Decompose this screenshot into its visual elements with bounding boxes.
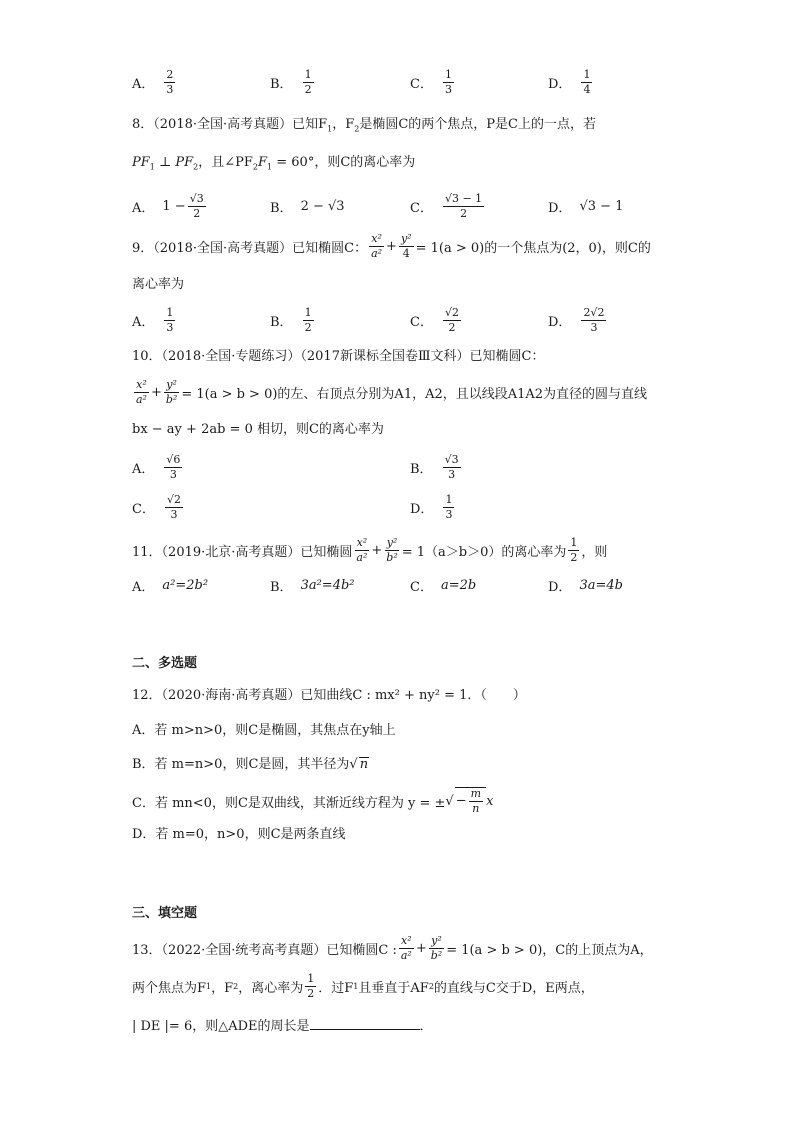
fraction: $\frac{√6}{3}$ (166, 452, 181, 481)
fraction: $\frac{√3 - 1}{2}$ (444, 191, 483, 220)
fraction: $\frac{1}{3}$ (444, 67, 452, 96)
q12-option-b: B．若 m=n>0，则C是圆，其半径为√ n (132, 757, 369, 772)
fraction: $\frac{\text{x²}}{\text{a²}}$ (356, 535, 368, 564)
q10-option-a: A． $\frac{√6}{3}$ (132, 452, 181, 481)
q11-option-d: D． 3a=4b (548, 577, 623, 595)
q13-stem-line1: 13．（2022·全国·统考高考真题）已知椭圆C : $\frac{\text{x²}}{\text{a²}}$ + $\frac{\text{y²}}{\text{b²}}$ = 1(a > b > 0)，C的上顶点为A， (132, 933, 653, 962)
fraction: $\frac{1}{4}$ (583, 67, 591, 96)
fraction: $\frac{1}{2}$ (570, 535, 578, 564)
fraction: $\frac{1}{2}$ (304, 305, 312, 334)
q10-stem-line3: bx − ay + 2ab = 0 相切，则C的离心率为 (132, 422, 384, 437)
fraction: $\frac{m}{n}$ (470, 787, 482, 815)
fraction: $\frac{1}{3}$ (445, 492, 453, 521)
q9-stem-line2: 离心率为 (132, 277, 185, 292)
fraction: $\frac{\text{y²}}{\text{b²}}$ (165, 377, 178, 406)
q11-option-a: A． a²=2b² (132, 577, 209, 595)
fraction: $\frac{√2}{2}$ (444, 305, 459, 334)
q12-option-d: D．若 m=0，n>0，则C是两条直线 (132, 827, 346, 842)
q7-option-b: B． $\frac{1}{2}$ (270, 67, 312, 96)
q8-options (132, 188, 692, 224)
fraction: $\frac{1}{2}$ (307, 971, 315, 1000)
fraction: $\frac{\text{x²}}{\text{a²}}$ (371, 231, 383, 260)
q7-option-a: A． $\frac{2}{3}$ (132, 67, 174, 96)
fraction: $\frac{√2}{3}$ (166, 492, 181, 521)
q10-option-d: D． $\frac{1}{3}$ (410, 492, 453, 521)
fraction: $\frac{\text{y²}}{\text{b²}}$ (430, 933, 443, 962)
fraction: $\frac{1}{3}$ (166, 305, 174, 334)
q11-option-c: C． a=2b (410, 577, 477, 595)
q12-option-a: A．若 m>n>0，则C是椭圆，其焦点在y轴上 (132, 723, 396, 738)
fraction: $\frac{2}{3}$ (166, 67, 174, 96)
q11-option-b: B． 3a²=4b² (270, 577, 355, 595)
q13-stem-line3: | DE |= 6，则△ADE的周长是 ． (132, 1019, 433, 1034)
q12-option-c: C．若 mn<0，则C是双曲线，其渐近线方程为 y = ± √ − $\frac{m}{n}$ x (132, 787, 494, 815)
q9-options (132, 302, 692, 338)
fraction: $\frac{1}{2}$ (304, 67, 312, 96)
q8-stem-line2: $PF_1$ ⊥ $PF_2$，且$\angle PF_2F_1 = 60^\circ$，则C的离心率为 (132, 155, 416, 172)
q10-option-b: B． $\frac{√3}{3}$ (410, 452, 459, 481)
q12-stem: 12．（2020·海南·高考真题）已知曲线C : mx² + ny² = 1．（ ） (132, 688, 526, 703)
q11-stem: 11．（2019·北京·高考真题）已知椭圆 $\frac{\text{x²}}{\text{a²}}$ + $\frac{\text{y²}}{\text{b²}}$ = 1（a＞b＞0）的离心率为 $\frac{1}{2}$ ，则 (132, 535, 608, 564)
q7-options (132, 64, 692, 100)
fraction: $\frac{√3}{3}$ (444, 452, 459, 481)
q8-stem-line1: 8．（2018·全国·高考真题）已知$F_1$，$F_2$是椭圆C的两个焦点，P是C上的一点，若 (132, 117, 597, 134)
q10-stem-line2: $\frac{\text{x²}}{\text{a²}}$ + $\frac{\text{y²}}{\text{b²}}$ = 1(a > b > 0)的左、右顶点分别为A1，A2，且以线段A1A2为直径的圆与直线 (136, 377, 648, 406)
q9-option-b: B． $\frac{1}{2}$ (270, 305, 312, 334)
section-heading-fill-in: 三、填空题 (132, 906, 198, 921)
q7-option-d: D． $\frac{1}{4}$ (548, 67, 591, 96)
q10-stem-line1: 10．（2018·全国·专题练习）（2017新课标全国卷Ⅲ文科）已知椭圆C： (132, 349, 545, 364)
q8-option-c: C． $\frac{√3 - 1}{2}$ (410, 191, 483, 220)
fraction: $\frac{\text{y²}}{\text{b²}}$ (386, 535, 398, 564)
q8-option-a: A． 1 − $\frac{√3}{2}$ (132, 191, 204, 220)
q8-option-b: B． 2 − √3 (270, 198, 345, 216)
q9-option-d: D． $\frac{2√2}{3}$ (548, 305, 605, 334)
fraction: $\frac{\text{x²}}{\text{a²}}$ (400, 933, 412, 962)
q10-option-c: C． $\frac{√2}{3}$ (132, 492, 181, 521)
q13-stem-line2: 两个焦点为F 1 ，F 2 ，离心率为 $\frac{1}{2}$ ．过F 1 且垂直于AF 2 的直线与C交于D，E两点， (132, 971, 594, 1000)
q11-options (132, 567, 692, 603)
answer-blank[interactable] (310, 1017, 420, 1030)
section-heading-multiple-choice: 二、多选题 (132, 656, 198, 671)
q10-options-row1 (132, 448, 692, 486)
q8-option-d: D． √3 − 1 (548, 198, 624, 216)
fraction: $\frac{2√2}{3}$ (583, 305, 605, 334)
q9-option-a: A． $\frac{1}{3}$ (132, 305, 174, 334)
q7-option-c: C． $\frac{1}{3}$ (410, 67, 452, 96)
q9-stem-line1: 9．（2018·全国·高考真题）已知椭圆C： $\frac{\text{x²}}{\text{a²}}$ + $\frac{\text{y²}}{4}$ = 1(a > 0)的一个焦点为(2，0)，则C的 (132, 231, 651, 260)
q10-options-row2 (132, 488, 692, 526)
fraction: $\frac{\text{y²}}{4}$ (400, 231, 412, 260)
q9-option-c: C． $\frac{√2}{2}$ (410, 305, 459, 334)
fraction: $\frac{\text{x²}}{\text{a²}}$ (136, 377, 147, 406)
fraction: $\frac{√3}{2}$ (189, 191, 204, 220)
